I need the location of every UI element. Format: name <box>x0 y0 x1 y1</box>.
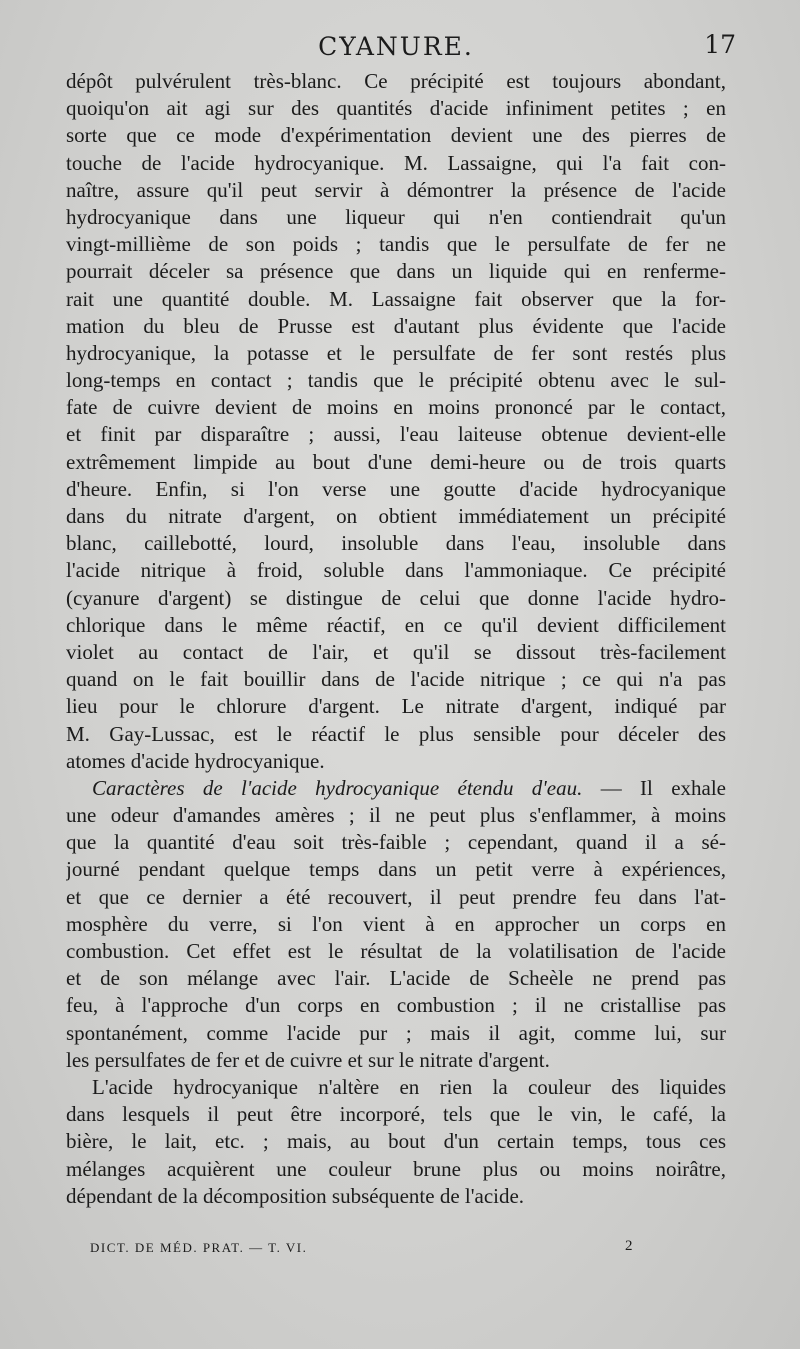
text-line: lieu pour le chlorure d'argent. Le nitrate d'argent, indiqué par <box>66 694 726 719</box>
text-line: quand on le fait bouillir dans de l'acide nitrique ; ce qui n'a pas <box>66 667 726 692</box>
text-line: spontanément, comme l'acide pur ; mais il agit, comme lui, sur <box>66 1020 726 1045</box>
text-line: feu, à l'approche d'un corps en combustion ; il ne cristallise pas <box>66 993 726 1018</box>
text-line: mation du bleu de Prusse est d'autant plus évidente que l'acide <box>66 313 726 338</box>
text-line: pourrait déceler sa présence que dans un liquide qui en renferme- <box>66 259 726 284</box>
text-line: violet au contact de l'air, et qu'il se dissout très-facilement <box>66 639 726 664</box>
text-line: journé pendant quelque temps dans un petit verre à expériences, <box>66 857 726 882</box>
text-line: mélanges acquièrent une couleur brune plus ou moins noirâtre, <box>66 1156 726 1181</box>
text-line: dans du nitrate d'argent, on obtient immédiatement un précipité <box>66 504 726 528</box>
page-number: 17 <box>704 30 736 59</box>
text-line: les persulfates de fer et de cuivre et sur le nitrate d'argent. <box>66 1047 550 1072</box>
running-head <box>66 28 736 68</box>
text-line: (cyanure d'argent) se distingue de celui que donne l'acide hydro- <box>66 585 726 610</box>
text-line: hydrocyanique, la potasse et le persulfate de fer sont restés plus <box>66 340 726 365</box>
section-heading-line <box>66 775 726 802</box>
section-lead: — Il exhale <box>582 775 726 800</box>
text-line: d'heure. Enfin, si l'on verse une goutte d'acide hydrocyanique <box>66 476 726 501</box>
text-line: extrêmement limpide au bout d'une demi-heure ou de trois quarts <box>66 449 726 474</box>
text-line: hydrocyanique dans une liqueur qui n'en contiendrait qu'un <box>66 204 726 229</box>
text-line: mosphère du verre, si l'on vient à en approcher un corps en <box>66 911 726 936</box>
text-line: que la quantité d'eau soit très-faible ; cependant, quand il a sé- <box>66 830 726 855</box>
text-line: touche de l'acide hydrocyanique. M. Lassaigne, qui l'a fait con- <box>66 150 726 175</box>
text-line: fate de cuivre devient de moins en moins prononcé par le contact, <box>66 395 726 420</box>
text-line: dans lesquels il peut être incorporé, tels que le vin, le café, la <box>66 1102 726 1127</box>
text-line: L'acide hydrocyanique n'altère en rien la couleur des liquides <box>92 1074 726 1099</box>
text-line: une odeur d'amandes amères ; il ne peut plus s'enflammer, à moins <box>66 803 726 828</box>
text-line: vingt-millième de son poids ; tandis que le persulfate de fer ne <box>66 232 726 257</box>
text-line: M. Gay-Lussac, est le réactif le plus sensible pour déceler des <box>66 721 726 746</box>
text-line: et que ce dernier a été recouvert, il peut prendre feu dans l'at- <box>66 884 726 909</box>
text-line: quoiqu'on ait agi sur des quantités d'acide infiniment petites ; en <box>66 96 726 121</box>
text-line: long-temps en contact ; tandis que le précipité obtenu avec le sul- <box>66 368 726 393</box>
text-line: combustion. Cet effet est le résultat de la volatilisation de l'acide <box>66 939 726 963</box>
text-line: bière, le lait, etc. ; mais, au bout d'un certain temps, tous ces <box>66 1129 726 1154</box>
running-head-title: CYANURE. <box>318 32 474 61</box>
signature-text: DICT. DE MÉD. PRAT. — T. VI. <box>90 1240 308 1255</box>
text-line: chlorique dans le même réactif, en ce qu'il devient difficilement <box>66 612 726 637</box>
text-line: blanc, caillebotté, lourd, insoluble dans l'eau, insoluble dans <box>66 531 726 556</box>
text-line: dépendant de la décomposition subséquente de l'acide. <box>66 1183 525 1208</box>
section-title: Caractères de l'acide hydrocyanique étendu d'eau. <box>92 775 583 800</box>
text-line: naître, assure qu'il peut servir à démontrer la présence de l'acide <box>66 177 726 202</box>
text-line: dépôt pulvérulent très-blanc. Ce précipité est toujours abondant, <box>66 69 726 93</box>
text-line: et finit par disparaître ; aussi, l'eau laiteuse obtenue devient-elle <box>66 422 726 447</box>
text-line: l'acide nitrique à froid, soluble dans l'ammoniaque. Ce précipité <box>66 558 726 583</box>
body-text <box>66 68 726 1210</box>
text-line: et de son mélange avec l'air. L'acide de Scheèle ne prend pas <box>66 966 726 991</box>
text-line: sorte que ce mode d'expérimentation devient une des pierres de <box>66 123 726 148</box>
signature-number: 2 <box>625 1238 634 1254</box>
text-line: atomes d'acide hydrocyanique. <box>66 748 325 773</box>
text-line: rait une quantité double. M. Lassaigne fait observer que la for- <box>66 286 726 311</box>
